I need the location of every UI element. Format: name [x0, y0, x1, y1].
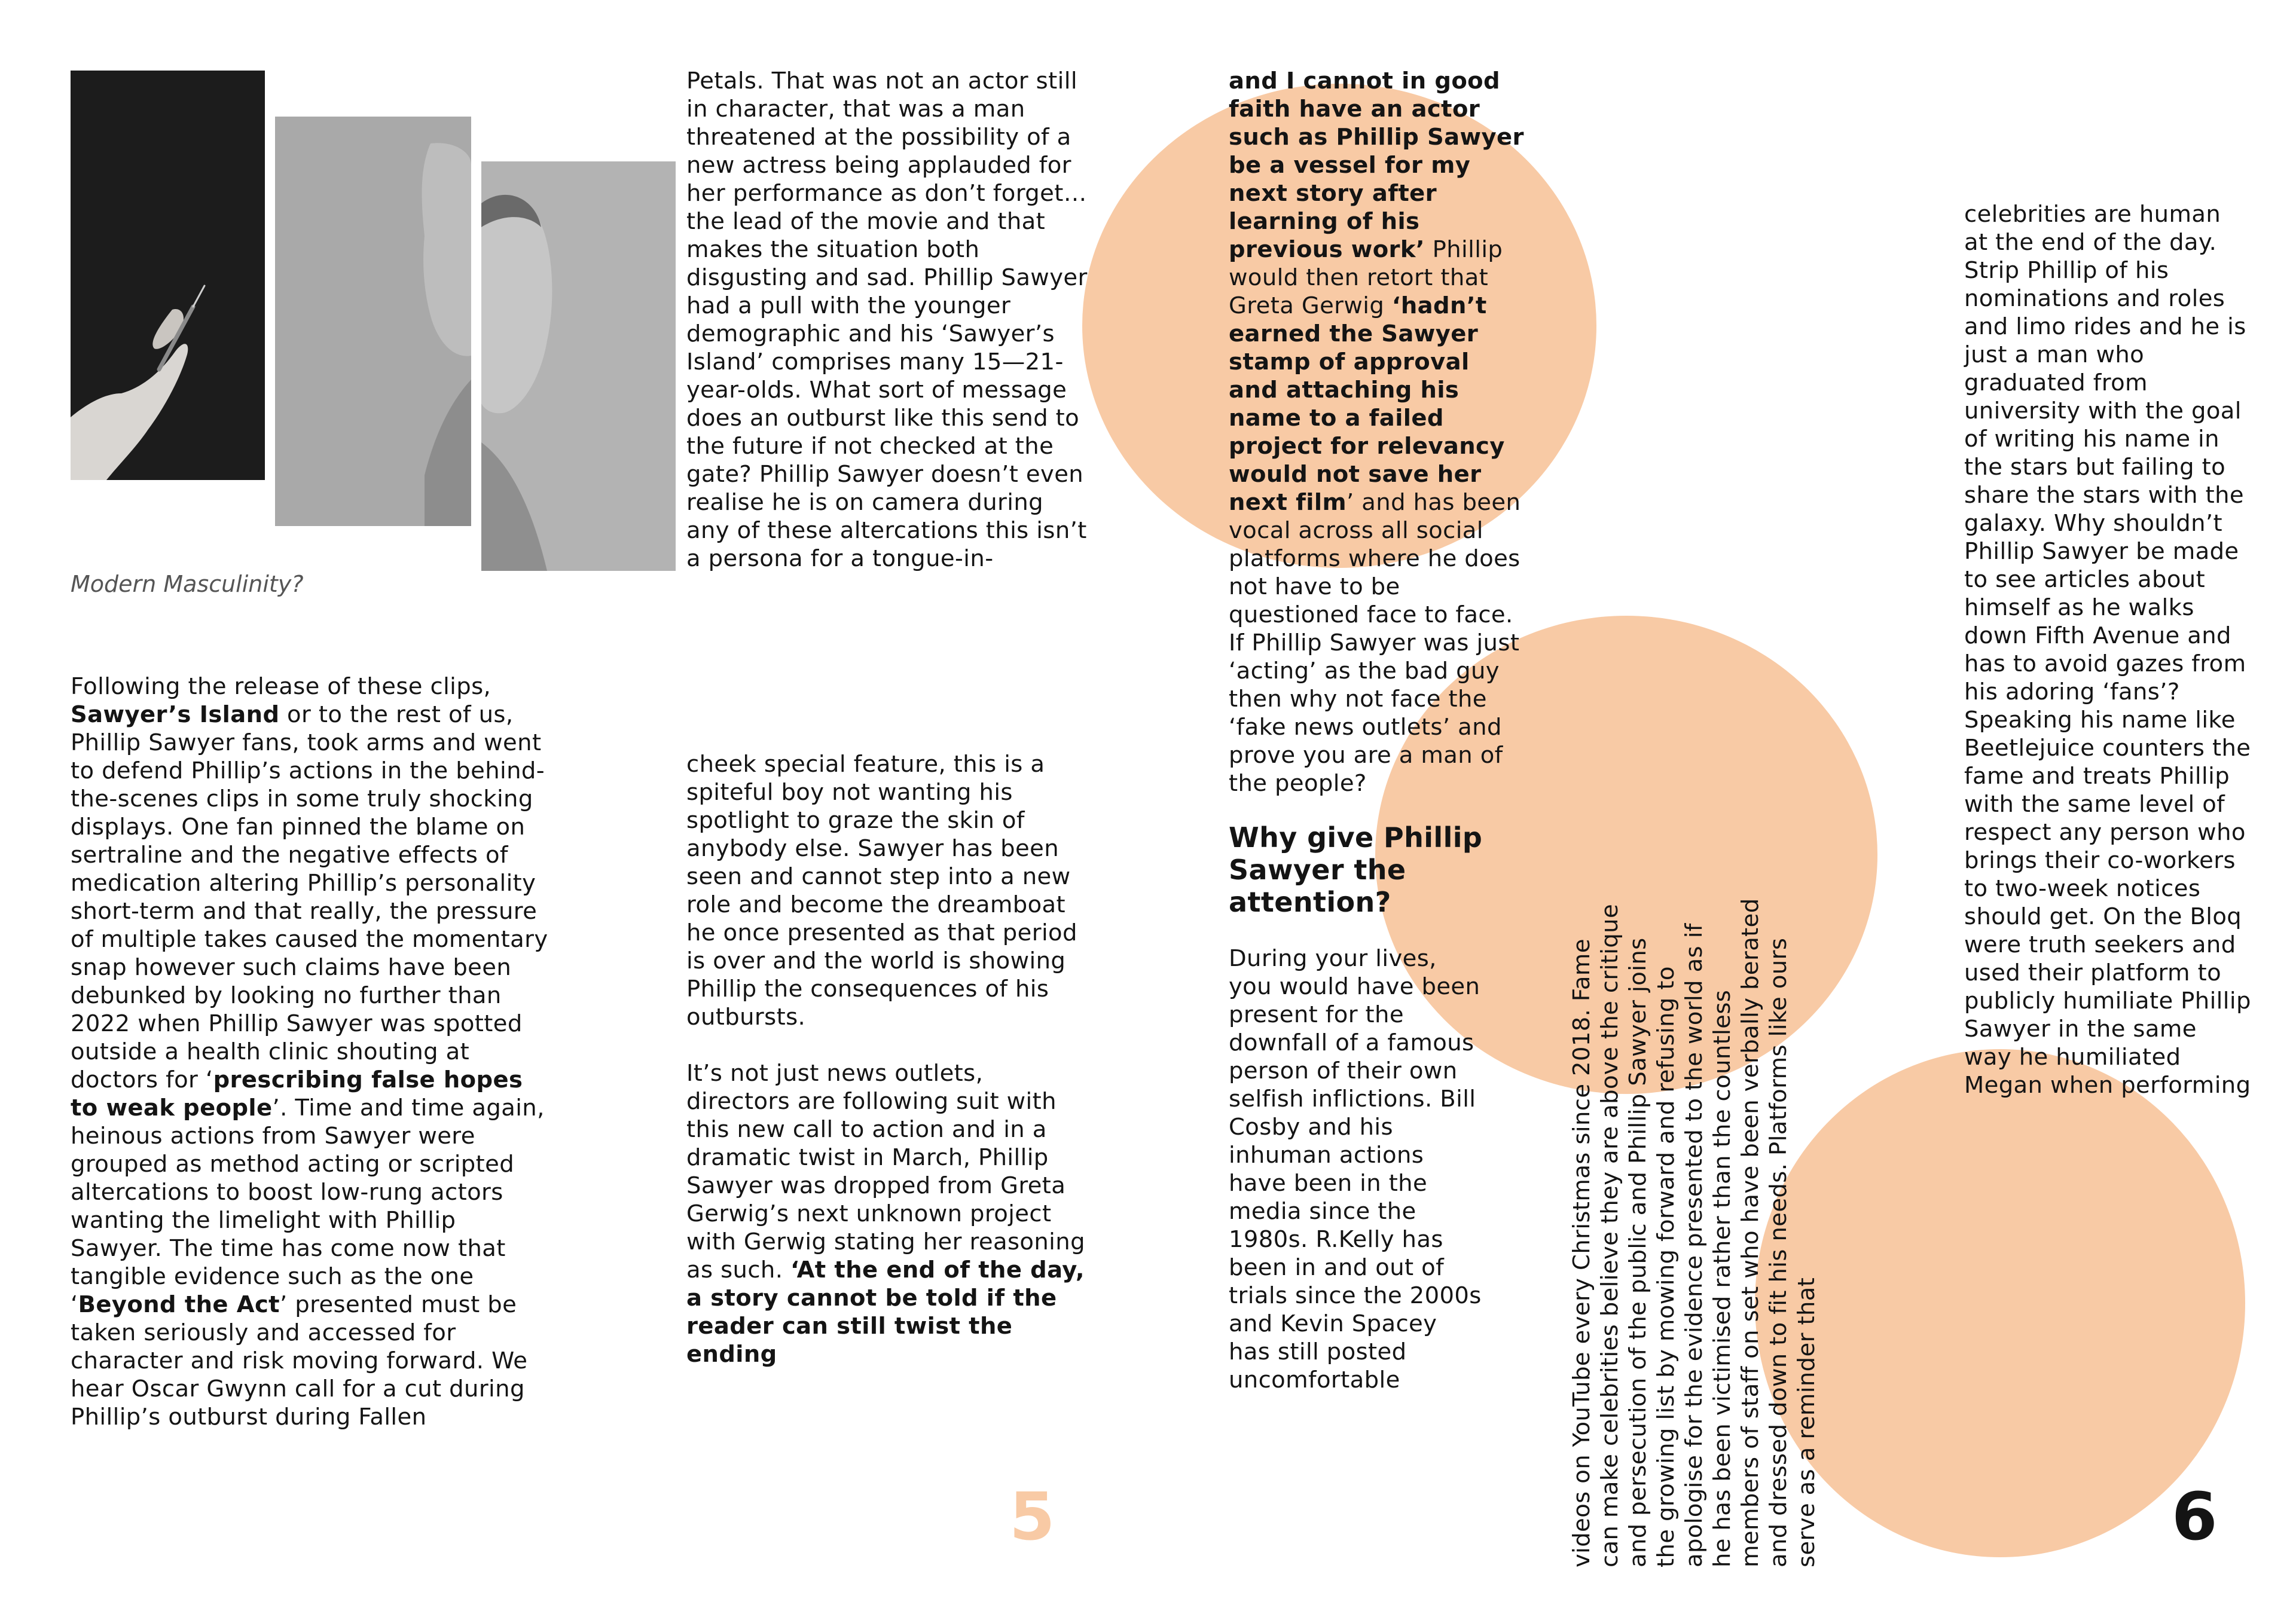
page-number-right: 6	[2172, 1478, 2218, 1555]
column-3-paragraph-2: During your lives, you would have been present for the downfall of a famous person of their own selfish inflictions. Bill Cosby and his inhuman actions have been in the media since the 1980s. R.Kelly has been in and out of trials since the 2000s and Kevin Spacey has still posted uncomfortable	[1229, 945, 1482, 1393]
page-number-left: 5	[1009, 1478, 1055, 1555]
bold-quote-prescribing: prescribing false hopes to weak people	[71, 1066, 523, 1121]
rotated-column: videos on YouTube every Christmas since 2018. Fame can make celebrities believe they are above the critique and persecution of the public and Phillip Sawyer joins the growing list by mowing forward and refusing to apologise for the evidence presented to the world as if he has been victimised rather than the countless members of staff on set who have been verbally berated and dressed down to fit his needs. Platforms like ours serve as a reminder that	[1568, 898, 1820, 1567]
photo-caption: Modern Masculinity?	[71, 571, 304, 597]
column-2-continued	[686, 750, 1088, 1368]
bold-beyond-the-act: Beyond the Act	[78, 1291, 280, 1318]
column-3-paragraph-1: and I cannot in good faith have an actor such as Phillip Sawyer be a vessel for my next story after learning of his previous work’ Phillip would then retort that Greta Gerwig ‘hadn’t earned the Sawyer stamp of approval and attaching his name to a failed project for relevancy would not save her next film’ and has been vocal across all social platforms where he does not have to be questioned face to face. If Phillip Sawyer was just ‘acting’ as the bad guy then why not face the ‘fake news outlets’ and prove you are a man of the people?	[1229, 68, 1524, 797]
bold-gerwig-quote: ‘At the end of the day, a story cannot be told if the reader can still twist the ending	[686, 1257, 1085, 1368]
column-2-paragraph-3: It’s not just news outlets, directors are following suit with this new call to action and in a dramatic twist in March, Phillip Sawyer was dropped from Greta Gerwig’s next unknown project with Gerwig stating her reasoning as such. ‘At the end of the day, a story cannot be told if the reader can still twist the ending	[686, 1060, 1085, 1368]
face-illustration	[481, 161, 676, 571]
subheading-why-give-attention: Why give Phillip Sawyer the attention?	[1229, 821, 1483, 918]
photo-man-portrait-side	[275, 117, 471, 526]
column-4	[1964, 200, 2251, 1099]
bold-sawyer-retort: ‘hadn’t earned the Sawyer stamp of approval and attaching his name to a failed project for relevancy would not save her next film	[1229, 292, 1505, 516]
photo-hand-with-pen	[71, 71, 265, 480]
column-2	[686, 67, 1088, 573]
portrait-illustration	[275, 117, 471, 526]
bold-gerwig-quote-cont: and I cannot in good faith have an actor such as Phillip Sawyer be a vessel for my next story after learning of his previous work’	[1229, 68, 1524, 263]
hand-illustration	[71, 71, 265, 480]
photo-man-portrait-front	[481, 161, 676, 571]
column-2-paragraph-1: Petals. That was not an actor still in character, that was a man threatened at the possibility of a new actress being applauded for her performance as don’t forget…the lead of the movie and that makes the situation both disgusting and sad. Phillip Sawyer had a pull with the younger demographic and his ‘Sawyer’s Island’ comprises many 15—21-year-olds. What sort of message does an outburst like this send to the future if not checked at the gate? Phillip Sawyer doesn’t even realise he is on camera during any of these altercations this isn’t a persona for a tongue-in-	[686, 68, 1088, 572]
column-3	[1229, 67, 1525, 1394]
column-4-paragraph: celebrities are human at the end of the day. Strip Phillip of his nominations and roles and limo rides and he is just a man who graduated from university with the goal of writing his name in the stars but failing to share the stars with the galaxy. Why shouldn’t Phillip Sawyer be made to see articles about himself as he walks down Fifth Avenue and has to avoid gazes from his adoring ‘fans’? Speaking his name like Beetlejuice counters the fame and treats Phillip with the same level of respect any person who brings their co-workers to two-week notices should get. On the Bloq were truth seekers and used their platform to publicly humiliate Phillip Sawyer in the same way he humiliated Megan when performing	[1964, 201, 2251, 1099]
column-2-paragraph-2: cheek special feature, this is a spiteful boy not wanting his spotlight to graze the skin of anybody else. Sawyer has been seen and cannot step into a new role and become the dreamboat he once presented as that period is over and the world is showing Phillip the consequences of his outbursts.	[686, 751, 1077, 1031]
column-1-paragraph: Following the release of these clips, Sawyer’s Island or to the rest of us, Phillip Sawyer fans, took arms and went to defend Phillip’s actions in the behind-the-scenes clips in some truly shocking displays. One fan pinned the blame on sertraline and the negative effects of medication altering Phillip’s personality short-term and that really, the pressure of multiple takes caused the momentary snap however such claims have been debunked by looking no further than 2022 when Phillip Sawyer was spotted outside a health clinic shouting at doctors for ‘prescribing false hopes to weak people’. Time and time again, heinous actions from Sawyer were grouped as method acting or scripted altercations to boost low-rung actors wanting the limelight with Phillip Sawyer. The time has come now that tangible evidence such as the one ‘Beyond the Act’ presented must be taken seriously and accessed for character and risk moving forward. We hear Oscar Gwynn call for a cut during Phillip’s outburst during Fallen	[71, 673, 548, 1431]
bold-sawyers-island: Sawyer’s Island	[71, 701, 280, 728]
column-1	[71, 673, 549, 1431]
